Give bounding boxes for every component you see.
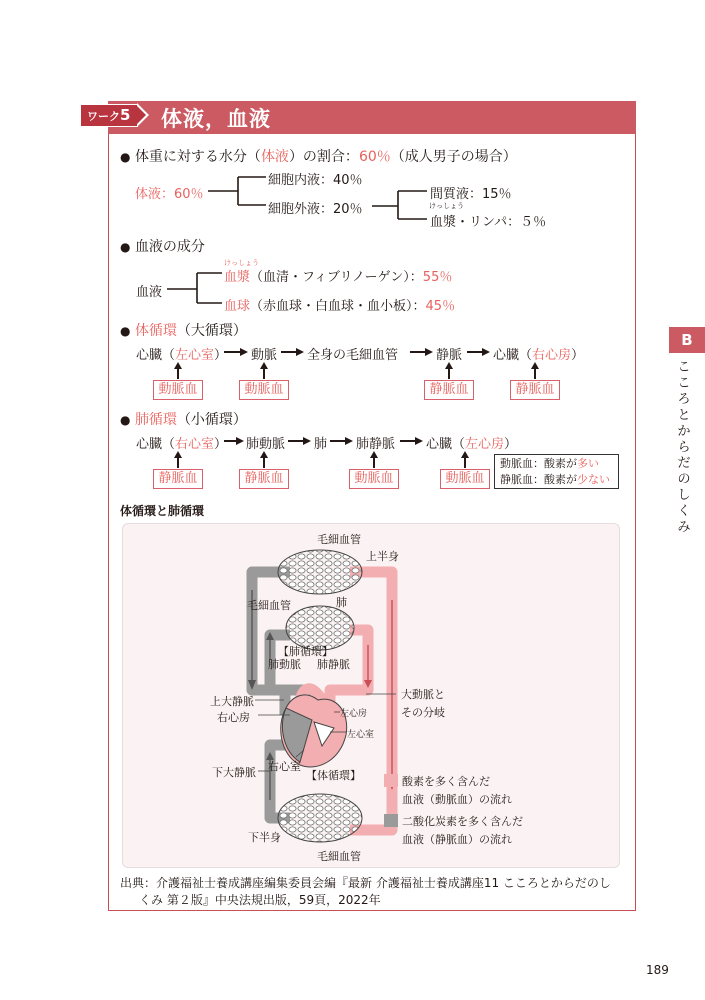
water-line-mid: ）の割合： bbox=[288, 149, 359, 165]
side-tab-letter: B bbox=[669, 327, 705, 353]
work-badge-prefix: ワーク bbox=[87, 110, 120, 123]
page-number: 189 bbox=[646, 963, 669, 977]
label-left-ventricle: 左心室 bbox=[347, 730, 375, 740]
heart bbox=[281, 695, 347, 767]
legend-oxy-1: 酸素を多く含んだ bbox=[402, 775, 490, 788]
label-inferior-vena-cava: 下大静脈 bbox=[212, 766, 256, 779]
legend-arterial-swatch bbox=[384, 774, 398, 787]
legend-oxy-2: 血液（動脈血）の流れ bbox=[402, 793, 512, 806]
pulmonary-label-1: 静脈血 bbox=[239, 469, 289, 489]
plasma-desc: （血清・フィブリノーゲン）： bbox=[250, 270, 423, 285]
bullet-icon: ● bbox=[120, 240, 131, 254]
label-pulmonary-artery: 肺動脈 bbox=[268, 658, 301, 671]
systemic-flow-3: 静脈 bbox=[436, 348, 463, 363]
label-capillaries-bottom: 毛細血管 bbox=[317, 850, 361, 863]
work-title: 体液，血液 bbox=[161, 107, 271, 131]
flow-text: 心臓（ bbox=[136, 437, 176, 452]
extracellular-fluid: 細胞外液：20％ bbox=[268, 202, 363, 217]
flow-text: 心臓（ bbox=[493, 348, 533, 363]
legend-venous-swatch bbox=[384, 814, 398, 827]
pulmonary-flow-1: 肺動脈 bbox=[246, 437, 286, 452]
flow-text: ） bbox=[504, 437, 518, 452]
bullet-icon: ● bbox=[120, 150, 131, 164]
flow-text: ） bbox=[214, 348, 228, 363]
pulmonary-label-0: 静脈血 bbox=[153, 469, 203, 489]
source-line-2: くみ 第２版』中央法規出版，59頁，2022年 bbox=[139, 893, 381, 907]
flow-term: 右心室 bbox=[175, 437, 215, 452]
plasma-ruby-1: けっしょう bbox=[429, 202, 464, 210]
label-pulmonary-vein: 肺静脈 bbox=[317, 658, 350, 671]
upper-body-capillaries bbox=[278, 550, 362, 594]
label-aorta-2: その分岐 bbox=[401, 706, 445, 719]
body-fluid-root: 体液：60％ bbox=[135, 187, 204, 202]
figure-title: 体循環と肺循環 bbox=[120, 504, 205, 518]
cells-term: 血球 bbox=[224, 299, 251, 314]
lower-body-capillaries bbox=[278, 794, 362, 842]
label-upper-body: 上半身 bbox=[366, 550, 399, 563]
label-right-ventricle: 右心室 bbox=[268, 760, 301, 773]
plasma-ruby-2: けっしょう bbox=[224, 259, 259, 267]
label-systemic-circ: 【体循環】 bbox=[306, 769, 361, 782]
water-line-post: （成人男子の場合） bbox=[390, 149, 517, 165]
pulmonary-label-3: 動脈血 bbox=[440, 469, 490, 489]
label-right-atrium: 右心房 bbox=[217, 711, 250, 724]
flow-term: 右心房 bbox=[532, 348, 572, 363]
systemic-label-3: 静脈血 bbox=[510, 380, 560, 400]
flow-text: ） bbox=[571, 348, 585, 363]
cells-pct: 45％ bbox=[425, 299, 456, 314]
systemic-label-1: 動脈血 bbox=[239, 380, 289, 400]
blood-heading-text: 血液の成分 bbox=[134, 239, 205, 255]
plasma-lymph: 血漿・リンパ：５％ bbox=[430, 215, 547, 230]
systemic-heading-paren: （大循環） bbox=[176, 323, 247, 339]
plasma-term: 血漿 bbox=[224, 270, 251, 285]
label-aorta-1: 大動脈と bbox=[401, 688, 445, 701]
pulmonary-heading-paren: （小循環） bbox=[176, 412, 247, 428]
bullet-icon: ● bbox=[120, 324, 131, 338]
cells-desc: （赤血球・白血球・血小板）： bbox=[250, 299, 426, 314]
flow-text: 心臓（ bbox=[426, 437, 466, 452]
label-superior-vena-cava: 上大静脈 bbox=[210, 695, 254, 708]
label-capillaries-top: 毛細血管 bbox=[317, 533, 361, 546]
label-pulmonary-circ: 【肺循環】 bbox=[278, 645, 333, 658]
note-term: 少ない bbox=[577, 473, 610, 486]
water-line-pre: 体重に対する水分（ bbox=[134, 149, 261, 165]
blood-root: 血液 bbox=[136, 285, 163, 300]
note-text: 静脈血：酸素が bbox=[500, 473, 577, 486]
flow-term: 左心房 bbox=[465, 437, 505, 452]
flow-text: 心臓（ bbox=[136, 348, 176, 363]
pulmonary-flow-2: 肺 bbox=[314, 437, 328, 452]
arterial-upper-path bbox=[350, 572, 392, 830]
note-term: 多い bbox=[577, 457, 599, 470]
interstitial-fluid: 間質液：15％ bbox=[430, 187, 512, 202]
systemic-heading-term: 体循環 bbox=[134, 323, 177, 339]
work-badge-number: 5 bbox=[120, 106, 131, 124]
legend-co2-1: 二酸化炭素を多く含んだ bbox=[402, 815, 523, 828]
source-line-1: 出典：介護福祉士養成講座編集委員会編『最新 介護福祉士養成講座11 こころとからだのし bbox=[120, 876, 611, 890]
label-capillaries-lung: 毛細血管 bbox=[247, 599, 291, 612]
pulmonary-label-2: 動脈血 bbox=[349, 469, 399, 489]
plasma-pct: 55％ bbox=[422, 270, 453, 285]
legend-co2-2: 血液（静脈血）の流れ bbox=[402, 833, 512, 846]
systemic-label-2: 静脈血 bbox=[424, 380, 474, 400]
label-left-atrium: 左心房 bbox=[340, 709, 368, 719]
water-line-term: 体液 bbox=[260, 149, 289, 165]
bullet-icon: ● bbox=[120, 413, 131, 427]
label-lower-body: 下半身 bbox=[248, 831, 281, 844]
systemic-flow-2: 全身の毛細血管 bbox=[307, 348, 399, 363]
side-tab-text: こころとからだのしくみ bbox=[677, 360, 691, 535]
systemic-flow-1: 動脈 bbox=[251, 348, 278, 363]
note-text: 動脈血：酸素が bbox=[500, 457, 577, 470]
water-line-pct: 60％ bbox=[358, 149, 391, 165]
flow-text: ） bbox=[214, 437, 228, 452]
systemic-label-0: 動脈血 bbox=[153, 380, 203, 400]
intracellular-fluid: 細胞内液：40％ bbox=[268, 173, 363, 188]
pulmonary-heading-term: 肺循環 bbox=[134, 412, 177, 428]
label-lung: 肺 bbox=[336, 596, 347, 609]
pulmonary-flow-3: 肺静脈 bbox=[356, 437, 396, 452]
flow-term: 左心室 bbox=[175, 348, 215, 363]
